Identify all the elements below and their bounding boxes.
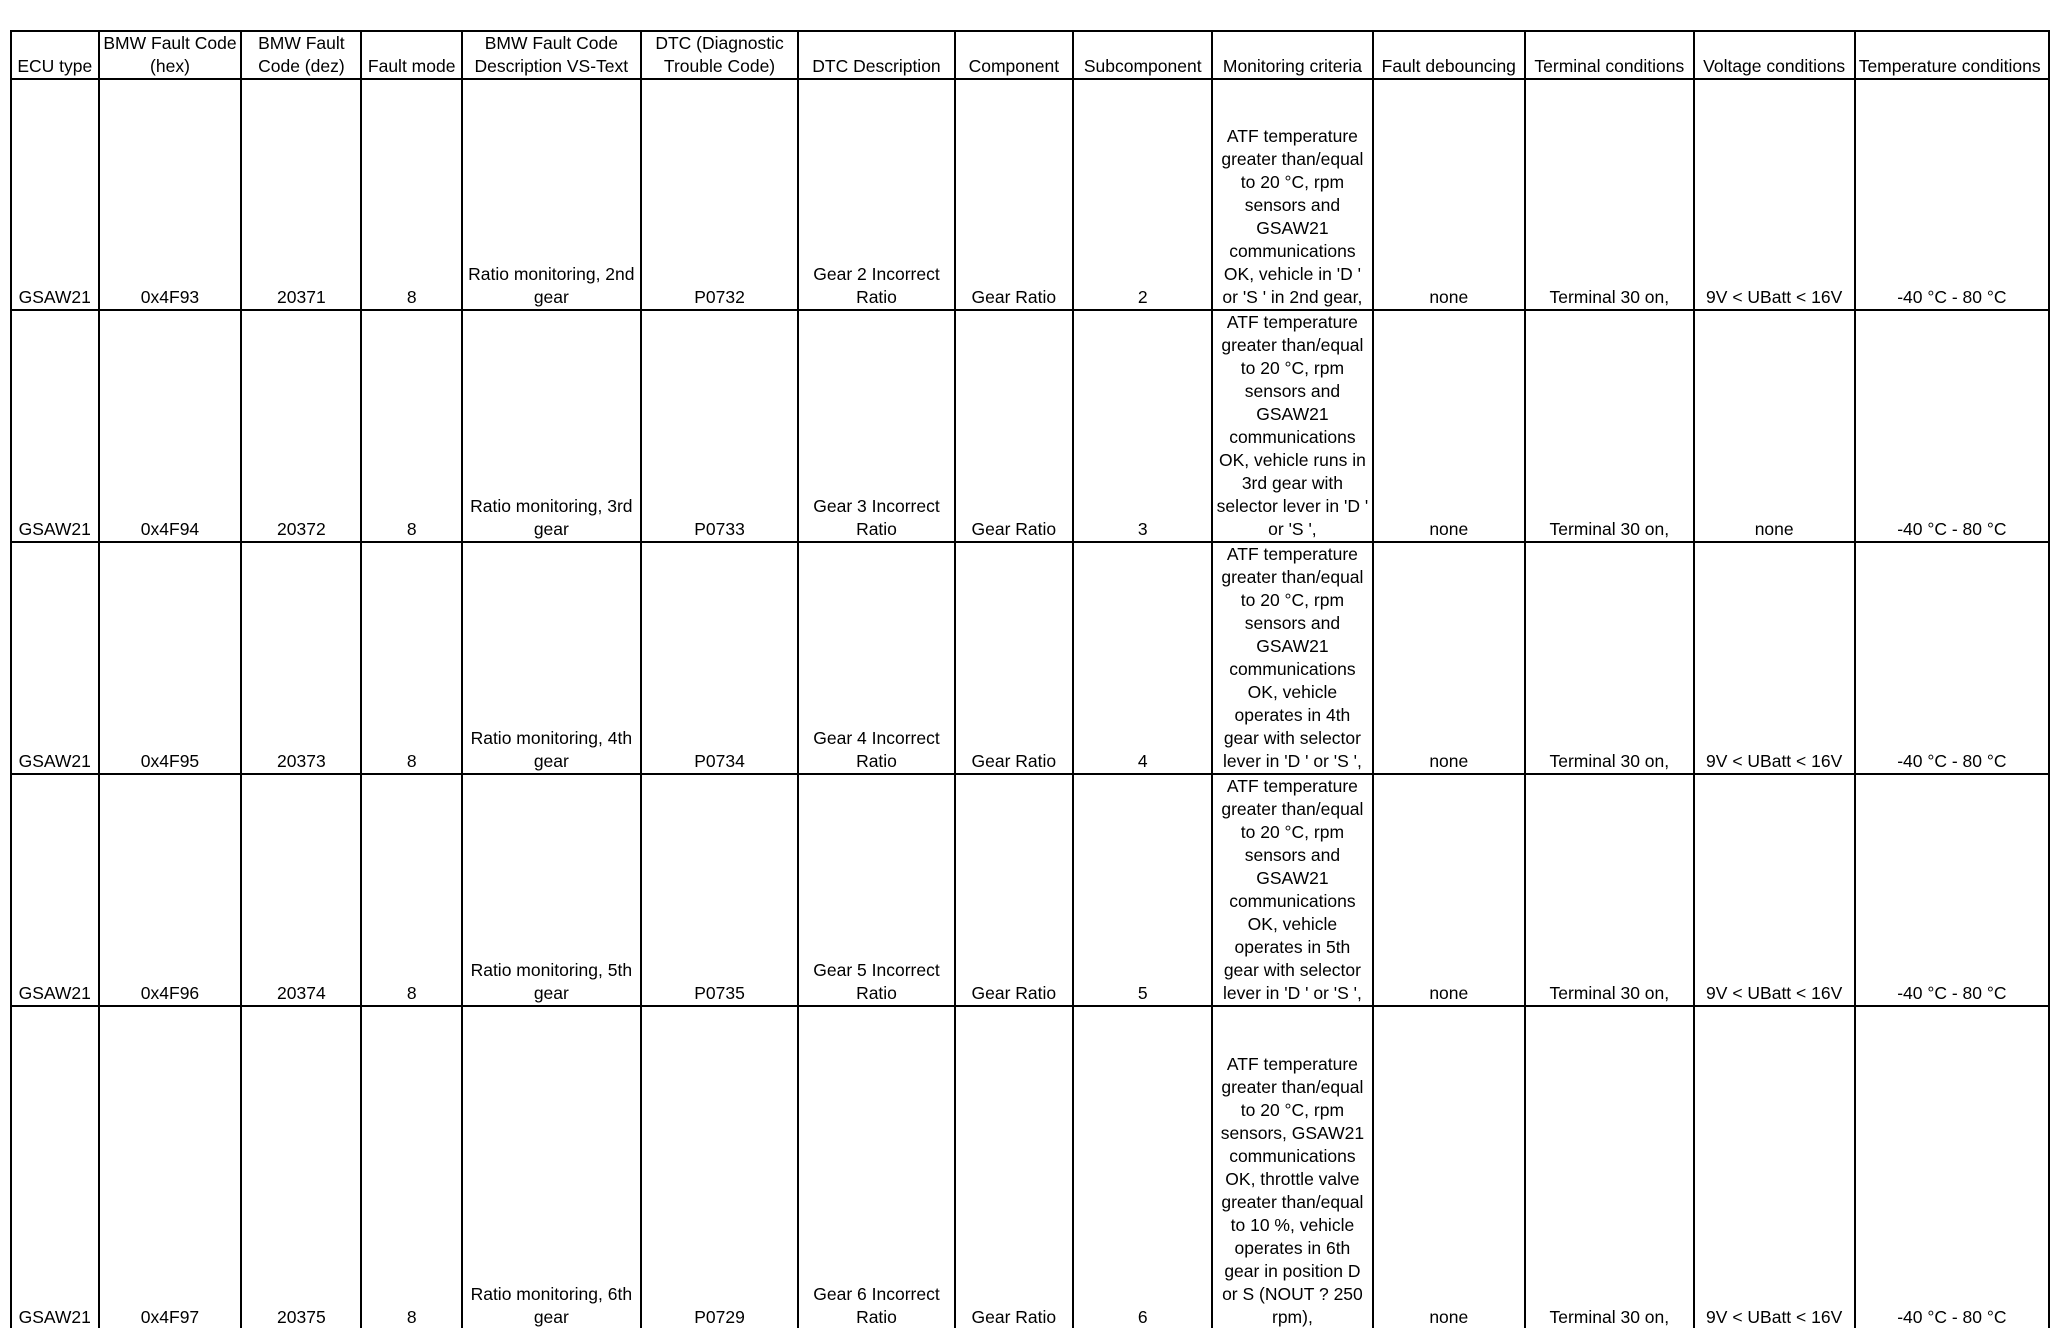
cell-hex-code: 0x4F95 [99, 542, 242, 774]
table-row [11, 774, 2049, 1006]
column-header-fault-debouncing: Fault debouncing [1373, 31, 1525, 79]
cell-hex-code: 0x4F97 [99, 1006, 242, 1328]
cell-description: Ratio monitoring, 6th gear [462, 1006, 641, 1328]
cell-fault-debouncing: none [1373, 1006, 1525, 1328]
cell-dtc-description: Gear 4 Incorrect Ratio [798, 542, 954, 774]
column-header-dtc: DTC (Diagnostic Trouble Code) [641, 31, 799, 79]
table-row [11, 542, 2049, 774]
cell-monitoring-criteria: ATF temperature greater than/equal to 20 °C, rpm sensors, GSAW21 communications OK, throttle valve greater than/equal to 10 %, vehicle operates in 6th gear in position D or S (NOUT ? 250 rpm), [1212, 1006, 1372, 1328]
column-header-hex-code: BMW Fault Code (hex) [99, 31, 242, 79]
cell-dtc-description: Gear 3 Incorrect Ratio [798, 310, 954, 542]
column-header-monitoring-criteria: Monitoring criteria [1212, 31, 1372, 79]
cell-subcomponent: 6 [1073, 1006, 1212, 1328]
column-header-dez-code: BMW Fault Code (dez) [241, 31, 361, 79]
cell-dtc-description: Gear 5 Incorrect Ratio [798, 774, 954, 1006]
table-row [11, 1006, 2049, 1328]
cell-ecu-type: GSAW21 [11, 79, 99, 310]
column-header-ecu-type: ECU type [11, 31, 99, 79]
cell-dtc-description: Gear 6 Incorrect Ratio [798, 1006, 954, 1328]
cell-dez-code: 20371 [241, 79, 361, 310]
fault-code-table [10, 30, 2050, 1328]
cell-dtc: P0734 [641, 542, 799, 774]
cell-description: Ratio monitoring, 3rd gear [462, 310, 641, 542]
cell-fault-debouncing: none [1373, 310, 1525, 542]
column-header-voltage-conditions: Voltage conditions [1694, 31, 1855, 79]
column-header-fault-mode: Fault mode [361, 31, 462, 79]
cell-component: Gear Ratio [955, 310, 1074, 542]
cell-voltage-conditions: 9V < UBatt < 16V [1694, 774, 1855, 1006]
column-header-terminal-conditions: Terminal conditions [1525, 31, 1694, 79]
cell-fault-debouncing: none [1373, 79, 1525, 310]
cell-component: Gear Ratio [955, 774, 1074, 1006]
cell-hex-code: 0x4F93 [99, 79, 242, 310]
cell-component: Gear Ratio [955, 1006, 1074, 1328]
cell-monitoring-criteria: ATF temperature greater than/equal to 20 °C, rpm sensors and GSAW21 communications OK, vehicle operates in 4th gear with selector lever in 'D ' or 'S ', [1212, 542, 1372, 774]
cell-terminal-conditions: Terminal 30 on, [1525, 542, 1694, 774]
cell-fault-mode: 8 [361, 542, 462, 774]
cell-temperature-conditions: -40 °C - 80 °C [1855, 310, 2049, 542]
cell-monitoring-criteria: ATF temperature greater than/equal to 20 °C, rpm sensors and GSAW21 communications OK, vehicle in 'D ' or 'S ' in 2nd gear, [1212, 79, 1372, 310]
cell-temperature-conditions: -40 °C - 80 °C [1855, 79, 2049, 310]
cell-subcomponent: 3 [1073, 310, 1212, 542]
column-header-temperature-conditions: Temperature conditions [1855, 31, 2049, 79]
cell-subcomponent: 2 [1073, 79, 1212, 310]
cell-subcomponent: 5 [1073, 774, 1212, 1006]
cell-temperature-conditions: -40 °C - 80 °C [1855, 774, 2049, 1006]
cell-component: Gear Ratio [955, 79, 1074, 310]
cell-terminal-conditions: Terminal 30 on, [1525, 1006, 1694, 1328]
cell-dtc-description: Gear 2 Incorrect Ratio [798, 79, 954, 310]
cell-ecu-type: GSAW21 [11, 774, 99, 1006]
cell-subcomponent: 4 [1073, 542, 1212, 774]
cell-voltage-conditions: none [1694, 310, 1855, 542]
cell-description: Ratio monitoring, 2nd gear [462, 79, 641, 310]
cell-fault-mode: 8 [361, 1006, 462, 1328]
cell-dtc: P0732 [641, 79, 799, 310]
cell-terminal-conditions: Terminal 30 on, [1525, 79, 1694, 310]
cell-fault-debouncing: none [1373, 542, 1525, 774]
cell-ecu-type: GSAW21 [11, 310, 99, 542]
cell-dtc: P0729 [641, 1006, 799, 1328]
cell-temperature-conditions: -40 °C - 80 °C [1855, 1006, 2049, 1328]
cell-voltage-conditions: 9V < UBatt < 16V [1694, 79, 1855, 310]
cell-description: Ratio monitoring, 4th gear [462, 542, 641, 774]
column-header-description: BMW Fault Code Description VS-Text [462, 31, 641, 79]
column-header-subcomponent: Subcomponent [1073, 31, 1212, 79]
cell-monitoring-criteria: ATF temperature greater than/equal to 20 °C, rpm sensors and GSAW21 communications OK, vehicle runs in 3rd gear with selector lever in 'D ' or 'S ', [1212, 310, 1372, 542]
cell-terminal-conditions: Terminal 30 on, [1525, 310, 1694, 542]
cell-voltage-conditions: 9V < UBatt < 16V [1694, 542, 1855, 774]
cell-fault-mode: 8 [361, 774, 462, 1006]
cell-monitoring-criteria: ATF temperature greater than/equal to 20 °C, rpm sensors and GSAW21 communications OK, vehicle operates in 5th gear with selector lever in 'D ' or 'S ', [1212, 774, 1372, 1006]
cell-ecu-type: GSAW21 [11, 542, 99, 774]
cell-dez-code: 20375 [241, 1006, 361, 1328]
header-row [11, 31, 2049, 79]
cell-hex-code: 0x4F94 [99, 310, 242, 542]
cell-dtc: P0733 [641, 310, 799, 542]
cell-fault-debouncing: none [1373, 774, 1525, 1006]
cell-dez-code: 20374 [241, 774, 361, 1006]
cell-voltage-conditions: 9V < UBatt < 16V [1694, 1006, 1855, 1328]
cell-description: Ratio monitoring, 5th gear [462, 774, 641, 1006]
cell-terminal-conditions: Terminal 30 on, [1525, 774, 1694, 1006]
cell-dez-code: 20372 [241, 310, 361, 542]
cell-ecu-type: GSAW21 [11, 1006, 99, 1328]
table-row [11, 310, 2049, 542]
cell-temperature-conditions: -40 °C - 80 °C [1855, 542, 2049, 774]
column-header-dtc-description: DTC Description [798, 31, 954, 79]
cell-dez-code: 20373 [241, 542, 361, 774]
cell-hex-code: 0x4F96 [99, 774, 242, 1006]
cell-component: Gear Ratio [955, 542, 1074, 774]
cell-fault-mode: 8 [361, 310, 462, 542]
column-header-component: Component [955, 31, 1074, 79]
cell-fault-mode: 8 [361, 79, 462, 310]
table-row [11, 79, 2049, 310]
cell-dtc: P0735 [641, 774, 799, 1006]
